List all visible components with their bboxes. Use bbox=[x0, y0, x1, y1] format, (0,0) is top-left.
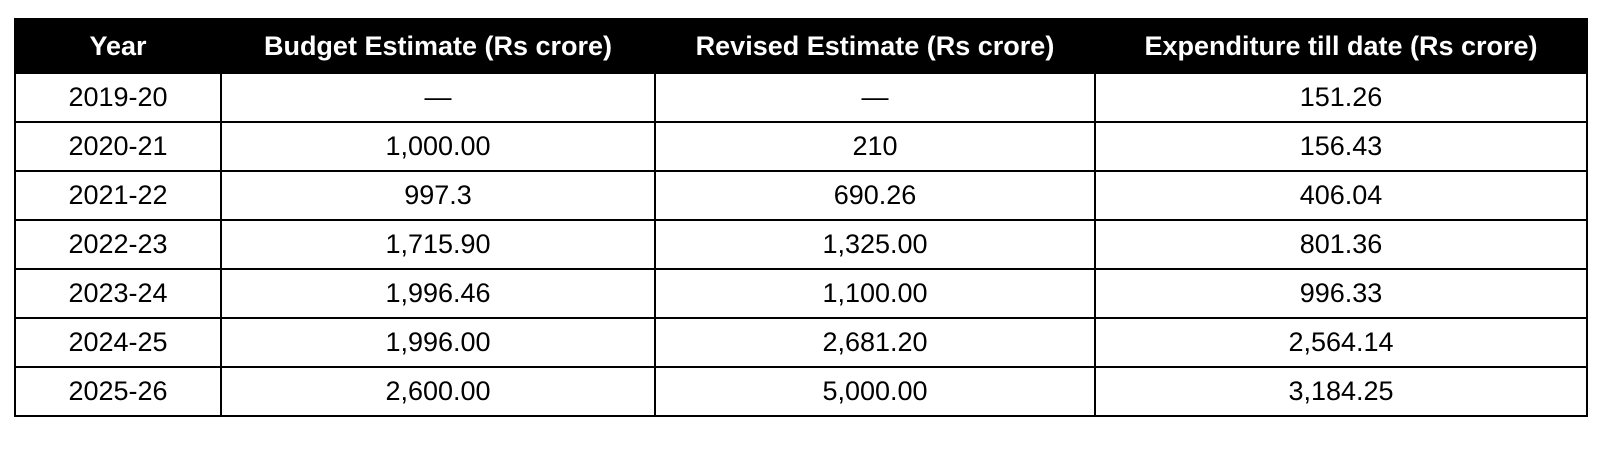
table-row bbox=[15, 318, 1587, 367]
header-revised-estimate: Revised Estimate (Rs crore) bbox=[655, 19, 1095, 73]
table-row bbox=[15, 73, 1587, 122]
header-budget-estimate: Budget Estimate (Rs crore) bbox=[221, 19, 655, 73]
header-expenditure: Expenditure till date (Rs crore) bbox=[1095, 19, 1587, 73]
cell-budget-estimate: 1,996.00 bbox=[221, 318, 655, 367]
data-table bbox=[14, 18, 1588, 417]
cell-year: 2023-24 bbox=[15, 269, 221, 318]
cell-expenditure: 996.33 bbox=[1095, 269, 1587, 318]
cell-revised-estimate: 690.26 bbox=[655, 171, 1095, 220]
header-row bbox=[15, 19, 1587, 73]
cell-revised-estimate: — bbox=[655, 73, 1095, 122]
cell-revised-estimate: 2,681.20 bbox=[655, 318, 1095, 367]
cell-expenditure: 406.04 bbox=[1095, 171, 1587, 220]
cell-year: 2019-20 bbox=[15, 73, 221, 122]
table-body bbox=[15, 73, 1587, 416]
cell-revised-estimate: 5,000.00 bbox=[655, 367, 1095, 416]
cell-budget-estimate: — bbox=[221, 73, 655, 122]
table-row bbox=[15, 171, 1587, 220]
cell-year: 2024-25 bbox=[15, 318, 221, 367]
table-row bbox=[15, 220, 1587, 269]
cell-year: 2021-22 bbox=[15, 171, 221, 220]
cell-budget-estimate: 1,996.46 bbox=[221, 269, 655, 318]
cell-year: 2020-21 bbox=[15, 122, 221, 171]
cell-expenditure: 801.36 bbox=[1095, 220, 1587, 269]
cell-year: 2025-26 bbox=[15, 367, 221, 416]
cell-expenditure: 2,564.14 bbox=[1095, 318, 1587, 367]
cell-revised-estimate: 1,325.00 bbox=[655, 220, 1095, 269]
cell-year: 2022-23 bbox=[15, 220, 221, 269]
cell-budget-estimate: 997.3 bbox=[221, 171, 655, 220]
header-year: Year bbox=[15, 19, 221, 73]
cell-revised-estimate: 1,100.00 bbox=[655, 269, 1095, 318]
cell-budget-estimate: 1,715.90 bbox=[221, 220, 655, 269]
table-row bbox=[15, 367, 1587, 416]
table-row bbox=[15, 269, 1587, 318]
cell-budget-estimate: 1,000.00 bbox=[221, 122, 655, 171]
table-row bbox=[15, 122, 1587, 171]
cell-expenditure: 3,184.25 bbox=[1095, 367, 1587, 416]
cell-budget-estimate: 2,600.00 bbox=[221, 367, 655, 416]
cell-expenditure: 151.26 bbox=[1095, 73, 1587, 122]
table-header bbox=[15, 19, 1587, 73]
cell-expenditure: 156.43 bbox=[1095, 122, 1587, 171]
cell-revised-estimate: 210 bbox=[655, 122, 1095, 171]
